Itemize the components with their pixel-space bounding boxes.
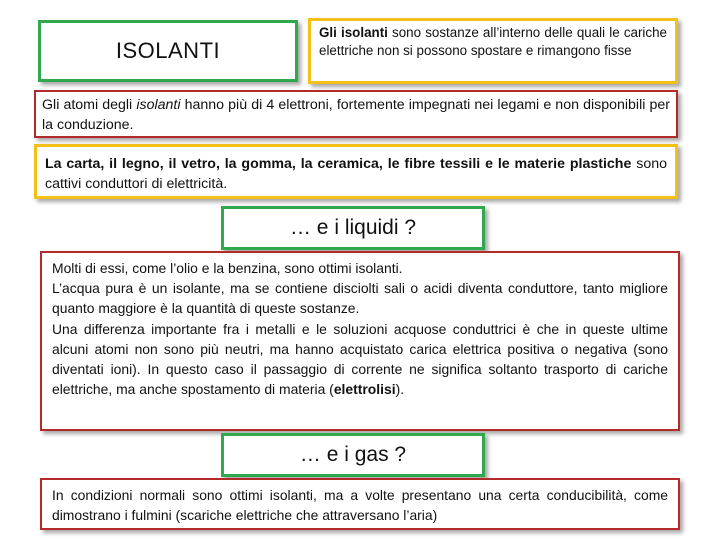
gas-heading: … e i gas ?	[299, 443, 407, 466]
definition-box	[308, 18, 678, 84]
materials-bold: La carta, il legno, il vetro, la gomma, la ceramica, le fibre tessili e le materie plastiche	[45, 156, 632, 172]
title-box	[38, 20, 298, 82]
gas-text: In condizioni normali sono ottimi isolanti, ma a volte presentano una certa conducibilità, come dimostrano i fulmini (scariche elettriche che attraversano l’aria)	[52, 487, 668, 524]
liquids-line-1: Molti di essi, come l’olio e la benzina, sono ottimi isolanti.	[52, 260, 403, 276]
atoms-box	[34, 90, 678, 138]
materials-text: sono cattivi conduttori di elettricità.	[45, 156, 667, 192]
atoms-italic: isolanti	[136, 97, 181, 113]
liquids-heading: … e i liquidi ?	[289, 216, 417, 239]
liquids-box	[40, 251, 680, 431]
definition-text: sono sostanze all’interno delle quali le cariche elettriche non si possono spostare e rimangono fisse	[319, 25, 667, 58]
atoms-text-before: Gli atomi degli	[42, 97, 137, 113]
liquids-heading-box	[221, 206, 485, 250]
liquids-para3-before: Una differenza importante fra i metalli e le soluzioni acquose conduttrici è che in queste ultime alcuni atomi non sono più neutri, ma hanno acquistato carica elettrica positiva o negativa (sono diventati ioni). In questo caso il passaggio di corrente ne significa soltanto trasporto di cariche elettriche, ma anche spostamento di materia (	[52, 320, 668, 398]
definition-bold: Gli isolanti	[319, 25, 388, 40]
materials-box	[34, 144, 678, 199]
page-title: ISOLANTI	[115, 38, 221, 63]
liquids-para3-after: ).	[395, 381, 405, 398]
liquids-paragraph-3	[52, 319, 668, 400]
gas-heading-box	[221, 433, 485, 477]
gas-box	[40, 478, 680, 530]
electrolysis-term: elettrolisi	[333, 381, 396, 398]
liquids-line-2: L’acqua pura è un isolante, ma se contiene disciolti sali o acidi diventa conduttore, tanto migliore quanto maggiore è la quantità di queste sostanze.	[52, 280, 668, 317]
atoms-text-after: hanno più di 4 elettroni, fortemente impegnati nei legami e non disponibili per la conduzione.	[42, 97, 670, 133]
